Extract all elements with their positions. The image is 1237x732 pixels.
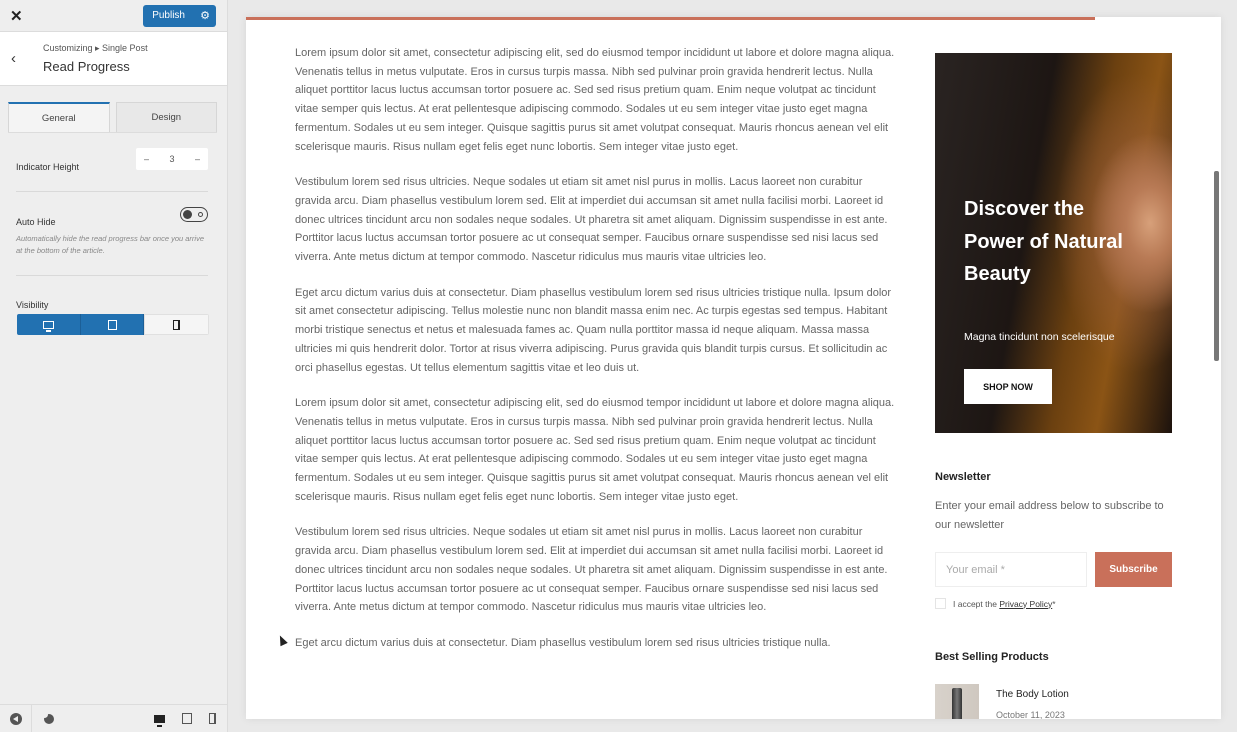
- site-preview: [246, 17, 1221, 719]
- sidebar-footer: [0, 704, 228, 732]
- read-progress-bar: [246, 17, 1095, 20]
- visibility-desktop-button[interactable]: [17, 314, 81, 335]
- shop-now-button[interactable]: SHOP NOW: [964, 369, 1052, 404]
- indicator-height-value[interactable]: 3: [169, 154, 175, 164]
- tablet-icon: [108, 320, 117, 330]
- email-input[interactable]: [935, 552, 1087, 587]
- hide-controls-button[interactable]: [0, 705, 32, 732]
- visibility-label: Visibility: [16, 300, 49, 310]
- promo-subtitle: Magna tincidunt non scelerisque: [964, 331, 1115, 343]
- consent-prefix: I accept the: [953, 598, 1000, 609]
- newsletter-title: Newsletter: [935, 471, 991, 483]
- product-thumbnail[interactable]: [935, 684, 979, 719]
- tab-general[interactable]: General: [8, 102, 110, 132]
- monitor-icon: [43, 321, 54, 329]
- tab-bar: [8, 102, 217, 133]
- consent-checkbox[interactable]: [935, 598, 946, 609]
- publish-button-group: [143, 5, 216, 27]
- auto-hide-toggle[interactable]: [180, 207, 208, 222]
- mobile-preview-icon[interactable]: [209, 713, 216, 724]
- tab-design[interactable]: Design: [116, 102, 218, 132]
- toggle-indicator: [198, 212, 203, 217]
- visibility-label-wrap: [16, 295, 208, 313]
- auto-hide-label: Auto Hide: [16, 217, 56, 227]
- divider: [16, 275, 208, 276]
- indicator-height-stepper[interactable]: [136, 148, 208, 170]
- promo-title: Discover the Power of Natural Beauty: [964, 198, 1123, 285]
- indicator-height-label: Indicator Height: [16, 162, 80, 172]
- paragraph: Vestibulum lorem sed risus ultricies. Neque sodales ut etiam sit amet nisl purus in mollis. Lacus laoreet non curabitur gravida arcu. Diam phasellus vestibulum lorem sed. Elit at imperdiet dui accumsan sit amet nulla facilisi morbi. Laoreet id donec ultrices tincidunt arcu non sodales neque sodales. Ut pharetra sit amet aliquam. Dignissim suspendisse in est ante. Porttitor lacus luctus accumsan tortor posuere ac ut consequat semper. Faucibus ornare suspendisse sed nisi lacus sed viverra. Ante metus dictum at tempor commodo. Nascetur ridiculus mus mauris vitae ultricies leo.: [295, 526, 888, 614]
- toggle-knob: [183, 210, 192, 219]
- section-title: Read Progress: [43, 59, 130, 74]
- chevron-left-icon[interactable]: ‹: [11, 50, 16, 67]
- visibility-tablet-button[interactable]: [81, 314, 145, 335]
- desktop-preview-icon[interactable]: [154, 715, 165, 723]
- bottle-image: [952, 688, 962, 719]
- publish-button[interactable]: Publish: [152, 9, 185, 21]
- increment-button[interactable]: –: [194, 154, 200, 164]
- product-name[interactable]: The Body Lotion: [996, 689, 1069, 700]
- consent-suffix: *: [1052, 598, 1056, 609]
- product-date: October 11, 2023: [996, 710, 1065, 719]
- phone-icon: [173, 320, 180, 330]
- collapse-icon: [10, 713, 22, 725]
- paragraph: Vestibulum lorem sed risus ultricies. Neque sodales ut etiam sit amet nisl purus in mollis. Lacus laoreet non curabitur gravida arcu. Diam phasellus vestibulum lorem sed. Elit at imperdiet dui accumsan sit amet nulla facilisi morbi. Laoreet id donec ultrices tincidunt arcu non sodales neque sodales. Ut pharetra sit amet aliquam. Dignissim suspendisse in est ante. Porttitor lacus luctus accumsan tortor posuere ac ut consequat semper. Faucibus ornare suspendisse sed nisi lacus sed viverra. Ante metus dictum at tempor commodo. Nascetur ridiculus mus mauris vitae ultricies leo.: [295, 176, 888, 264]
- consent-label: [953, 599, 1056, 609]
- visibility-device-toggle: [17, 314, 209, 335]
- visibility-mobile-button[interactable]: [144, 314, 209, 335]
- breadcrumb: Customizing ▸ Single Post: [43, 43, 148, 53]
- divider: [16, 191, 208, 192]
- moon-icon[interactable]: [44, 714, 54, 724]
- tablet-preview-icon[interactable]: [182, 713, 192, 724]
- post-content: [295, 44, 901, 670]
- sidebar-header-bar: [0, 0, 227, 32]
- paragraph: Lorem ipsum dolor sit amet, consectetur adipiscing elit, sed do eiusmod tempor incididunt ut labore et dolore magna aliqua. Venenatis tellus in metus vulputate. Eros in cursus turpis massa. Nibh sed pulvinar proin gravida hendrerit lectus. Nulla aliquet porttitor lacus luctus accumsan tortor posuere ac. Sed sed risus pretium quam. Enim neque volutpat ac tincidunt vitae semper quis lectus. At erat pellentesque adipiscing commodo. Sodales ut eu sem integer vitae justo eget magna fermentum. Sodales ut eu sem integer. Quisque sagittis purus sit amet volutpat consequat. Mauris rhoncus aenean vel elit scelerisque mauris. Risus nullam eget felis eget nunc lobortis. Sem integer vitae justo eget.: [295, 397, 895, 503]
- gear-icon[interactable]: ⚙: [200, 10, 210, 22]
- auto-hide-control: [16, 212, 208, 230]
- newsletter-text: Enter your email address below to subscribe to our newsletter: [935, 500, 1164, 531]
- auto-hide-description: Automatically hide the read progress bar once you arrive at the bottom of the article.: [16, 234, 205, 255]
- close-icon[interactable]: ✕: [10, 7, 23, 25]
- customizer-sidebar: [0, 0, 228, 732]
- paragraph: Eget arcu dictum varius duis at consectetur. Diam phasellus vestibulum lorem sed risus ultricies tristique nulla.: [295, 636, 831, 649]
- decrement-button[interactable]: –: [144, 154, 150, 164]
- section-header: [0, 32, 227, 86]
- privacy-policy-link[interactable]: Privacy Policy: [999, 598, 1053, 609]
- promo-banner: [935, 53, 1172, 433]
- privacy-consent: [935, 598, 1056, 609]
- preview-scrollbar[interactable]: [1214, 171, 1219, 361]
- indicator-height-control: [16, 154, 208, 175]
- paragraph: Eget arcu dictum varius duis at consectetur. Diam phasellus vestibulum lorem sed risus ultricies tristique nulla. Ipsum dolor sit amet consectetur adipiscing. Tellus molestie nunc non blandit massa enim nec. Ac turpis egestas sed tempus. Habitant morbi tristique senectus et netus et malesuada fames ac. Quam nulla porttitor massa id neque aliquam. Massa massa ultricies mi quis hendrerit dolor. Tortor at risus viverra adipiscing. Purus gravida quis blandit turpis cursus. Et sollicitudin ac orci phasellus egestas. Ut tellus elementum sagittis vitae et leo duis ut.: [295, 286, 892, 374]
- paragraph: Lorem ipsum dolor sit amet, consectetur adipiscing elit, sed do eiusmod tempor incididunt ut labore et dolore magna aliqua. Venenatis tellus in metus vulputate. Eros in cursus turpis massa. Nibh sed pulvinar proin gravida hendrerit lectus. Nulla aliquet porttitor lacus luctus accumsan tortor posuere ac. Sed sed risus pretium quam. Enim neque volutpat ac tincidunt vitae semper quis lectus. At erat pellentesque adipiscing commodo. Sodales ut eu sem integer vitae justo eget magna fermentum. Sodales ut eu sem integer. Quisque sagittis purus sit amet volutpat consequat. Mauris rhoncus aenean vel elit scelerisque mauris. Risus nullam eget felis eget nunc lobortis. Sem integer vitae justo eget.: [295, 47, 895, 153]
- subscribe-button[interactable]: Subscribe: [1095, 552, 1172, 587]
- preview-device-switcher: [154, 713, 228, 724]
- best-selling-title: Best Selling Products: [935, 651, 1049, 663]
